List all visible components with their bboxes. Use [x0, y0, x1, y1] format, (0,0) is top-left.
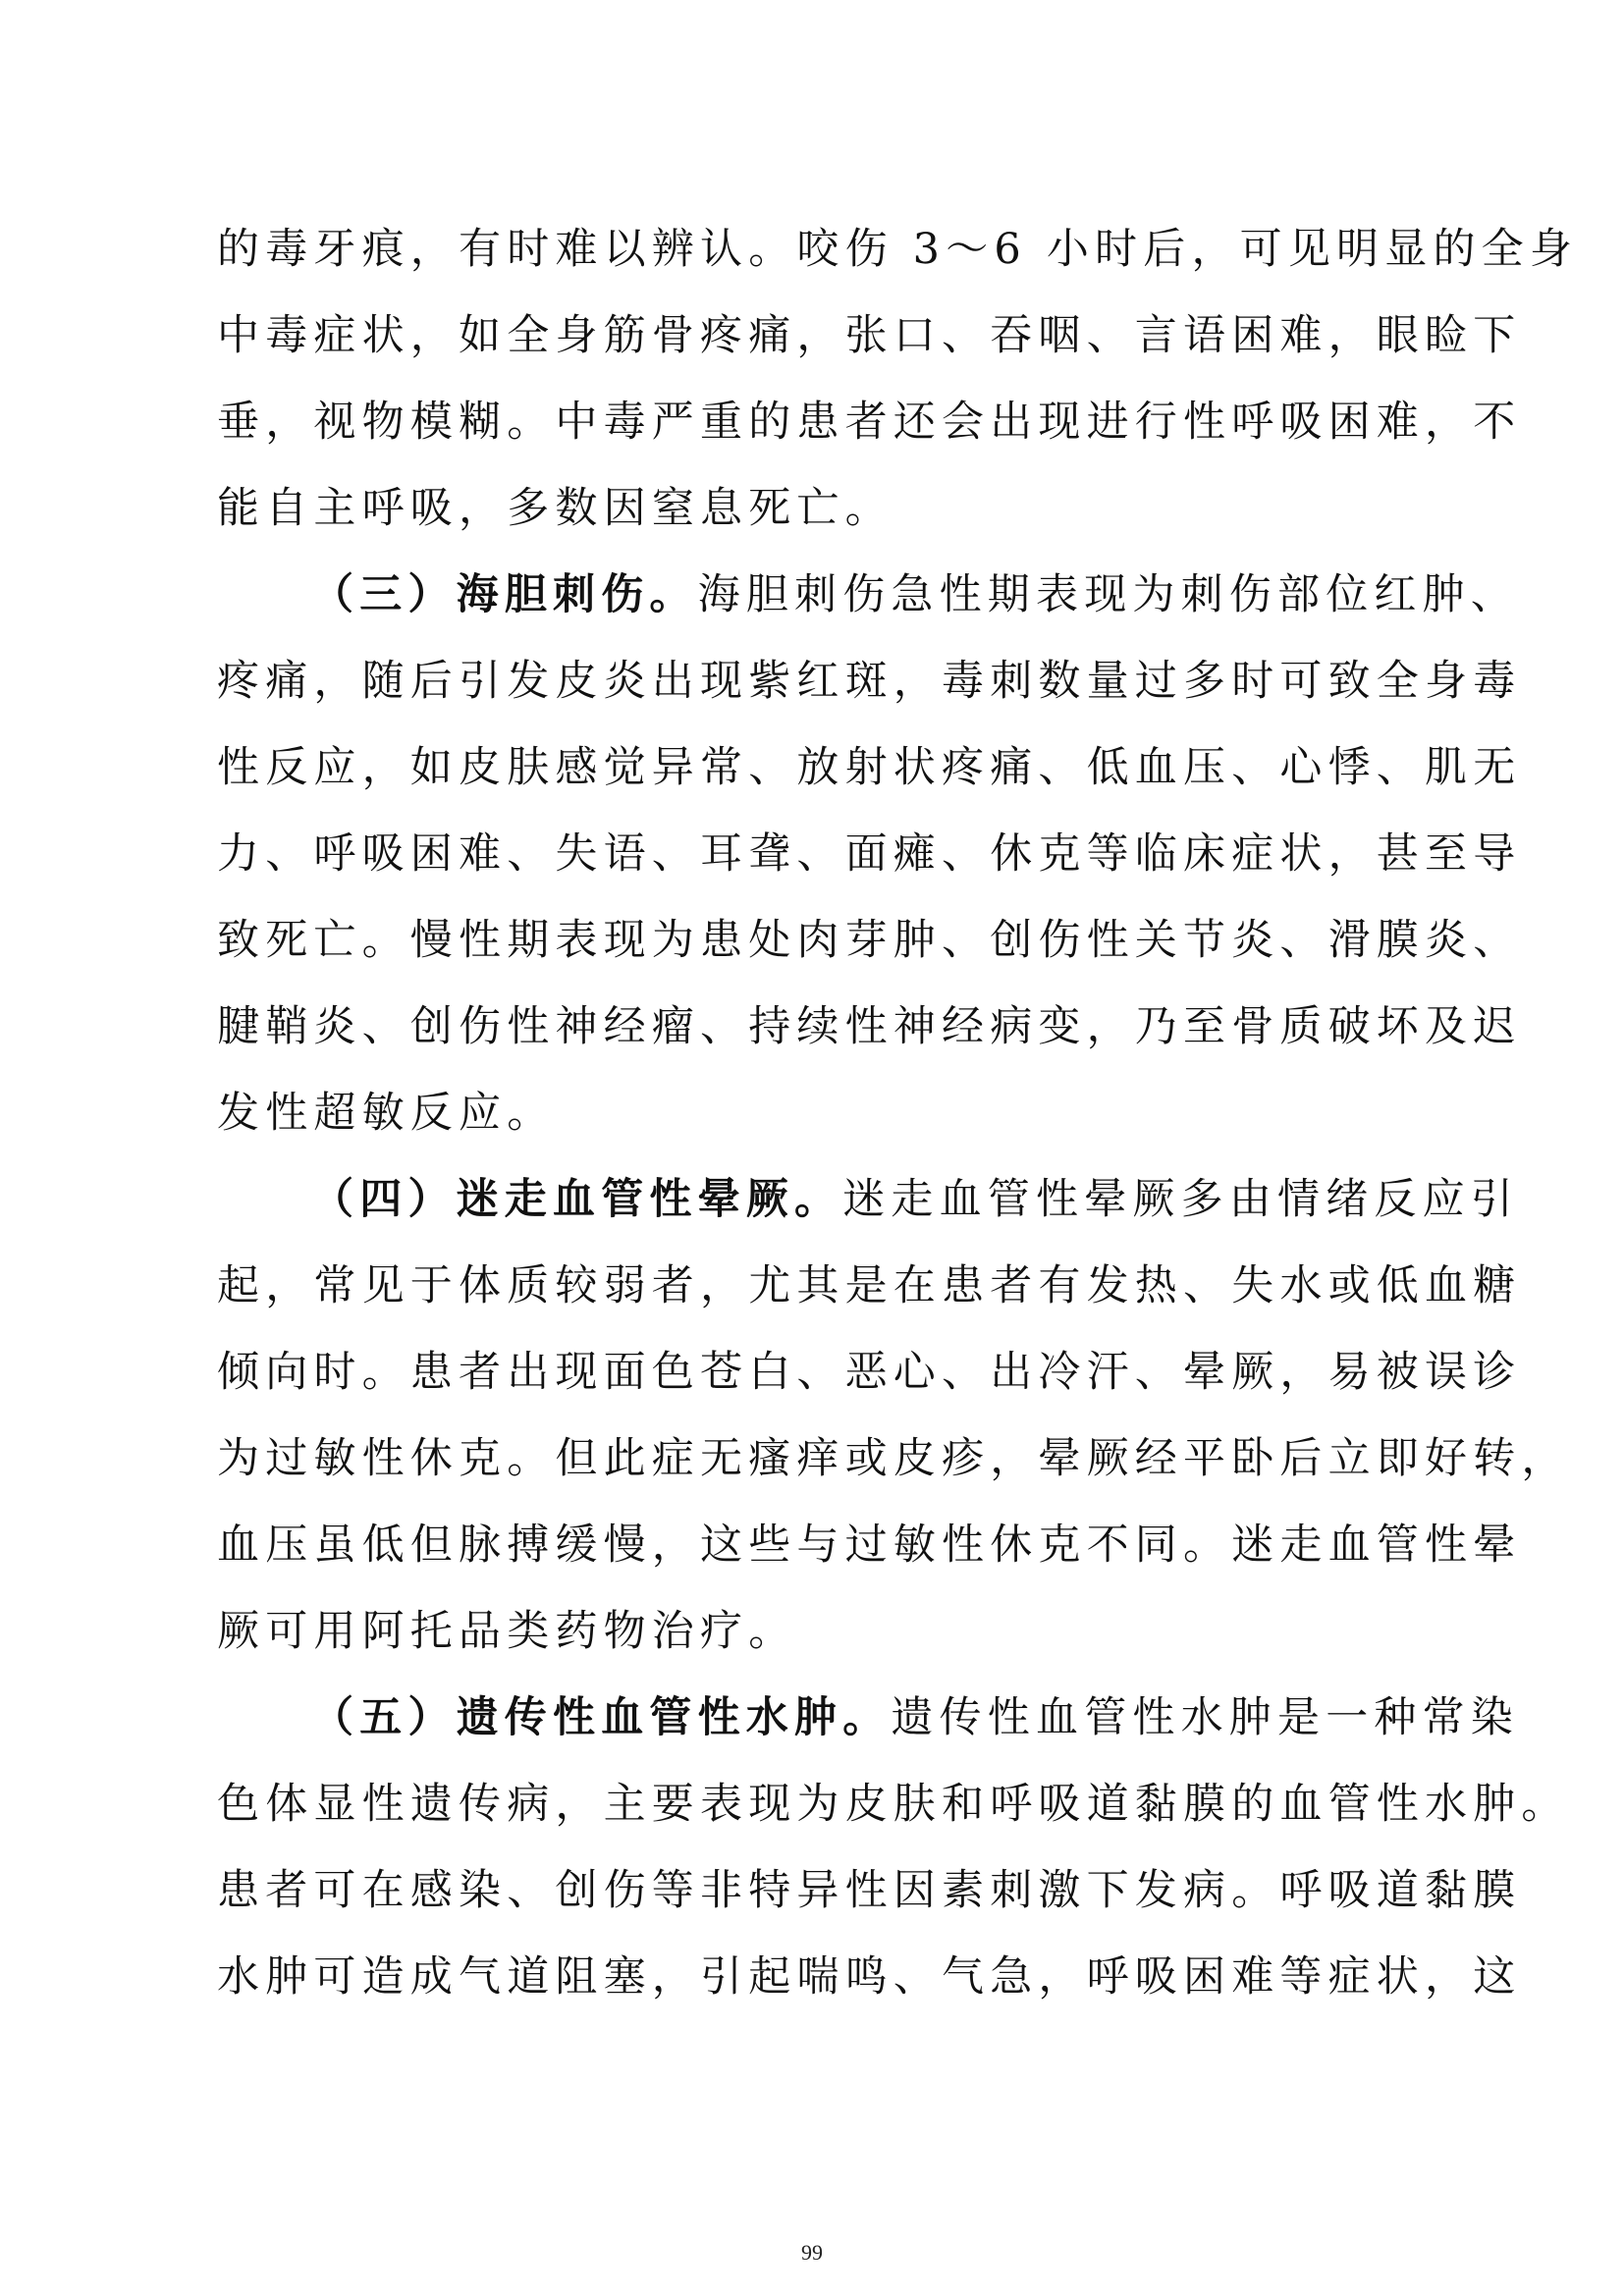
section-first-line: [217, 1675, 1520, 1761]
text-line: 血压虽低但脉搏缓慢，这些与过敏性休克不同。迷走血管性晕: [217, 1521, 1522, 1570]
text-line: 倾向时。患者出现面色苍白、恶心、出冷汗、晕厥，易被误诊: [217, 1348, 1522, 1397]
text-run: 遗传性血管性水肿是一种常染: [891, 1693, 1520, 1742]
text-line: 厥可用阿托品类药物治疗。: [217, 1607, 797, 1656]
section-first-line: [217, 552, 1520, 638]
body-text: [217, 206, 1579, 2020]
section-heading: （三）海胆刺伤。: [311, 570, 698, 619]
text-line: 腱鞘炎、创伤性神经瘤、持续性神经病变，乃至骨质破坏及迟: [217, 1002, 1522, 1051]
text-line: 为过敏性休克。但此症无瘙痒或皮疹，晕厥经平卧后立即好转，: [217, 1434, 1570, 1483]
section-heading: （四）迷走血管性晕厥。: [311, 1175, 843, 1224]
text-run: 迷走血管性晕厥多由情绪反应引: [842, 1175, 1520, 1224]
page-number: 99: [801, 2240, 823, 2265]
text-line: 性反应，如皮肤感觉异常、放射状疼痛、低血压、心悸、肌无: [217, 743, 1522, 792]
text-line: 色体显性遗传病，主要表现为皮肤和呼吸道黏膜的血管性水肿。: [217, 1780, 1570, 1829]
text-line: 中毒症状，如全身筋骨疼痛，张口、吞咽、言语困难，眼睑下: [217, 311, 1522, 360]
text-line: 能自主呼吸，多数因窒息死亡。: [217, 484, 893, 533]
text-line: 患者可在感染、创伤等非特异性因素刺激下发病。呼吸道黏膜: [217, 1866, 1522, 1915]
text-line: 致死亡。慢性期表现为患处肉芽肿、创伤性关节炎、滑膜炎、: [217, 916, 1522, 965]
text-line: 力、呼吸困难、失语、耳聋、面瘫、休克等临床症状，甚至导: [217, 829, 1522, 879]
text-line: 疼痛，随后引发皮炎出现紫红斑，毒刺数量过多时可致全身毒: [217, 657, 1522, 706]
section-first-line: [217, 1156, 1520, 1243]
text-line: 的毒牙痕，有时难以辨认。咬伤 3～6 小时后，可见明显的全身: [217, 225, 1579, 274]
text-run: 海胆刺伤急性期表现为刺伤部位红肿、: [697, 570, 1520, 619]
text-line: 发性超敏反应。: [217, 1089, 556, 1138]
text-line: 水肿可造成气道阻塞，引起喘鸣、气急，呼吸困难等症状，这: [217, 1952, 1522, 2002]
text-line: 起，常见于体质较弱者，尤其是在患者有发热、失水或低血糖: [217, 1261, 1522, 1310]
text-line: 垂，视物模糊。中毒严重的患者还会出现进行性呼吸困难，不: [217, 398, 1522, 447]
section-heading: （五）遗传性血管性水肿。: [311, 1693, 892, 1742]
